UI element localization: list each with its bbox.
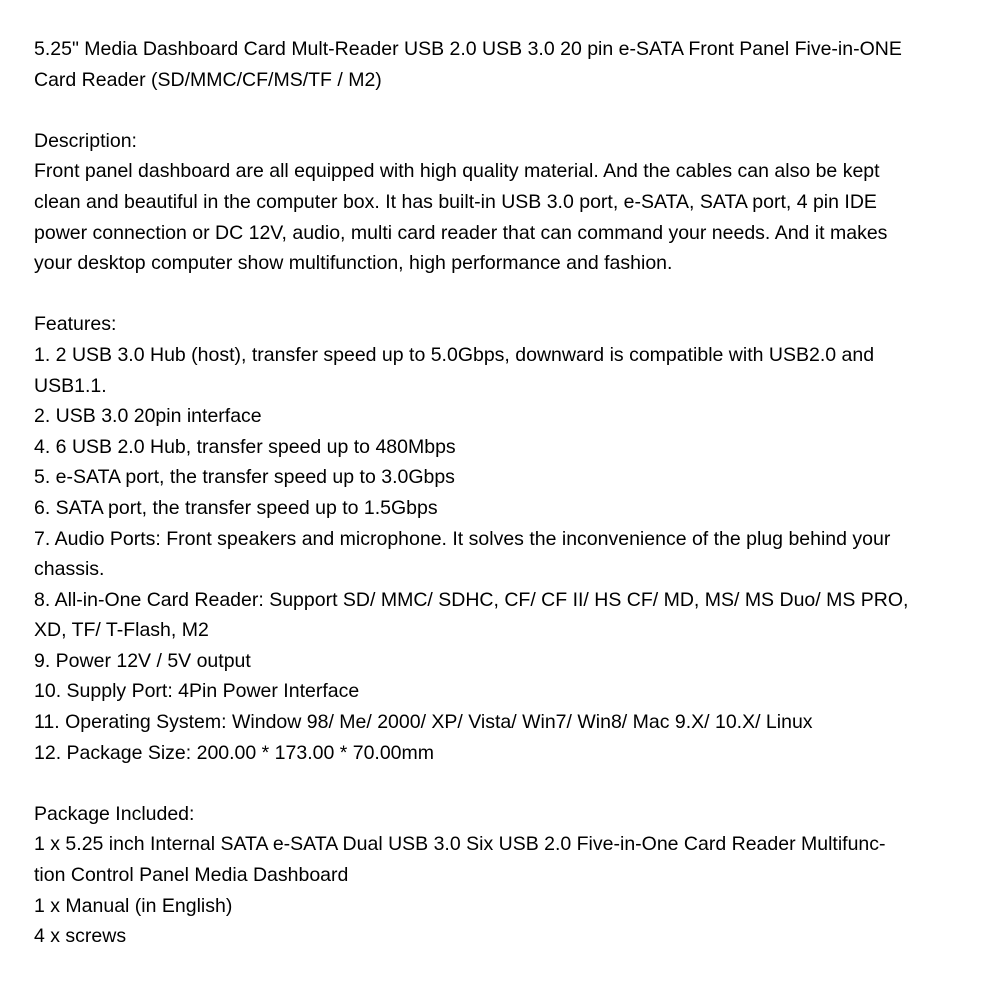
features-section xyxy=(34,309,974,768)
feature-line: 2. USB 3.0 20pin interface xyxy=(34,405,262,428)
feature-line: 8. All-in-One Card Reader: Support SD/ MMC/ SDHC, CF/ CF II/ HS CF/ MD, MS/ MS Duo/ MS PRO, xyxy=(34,588,909,611)
product-document xyxy=(34,34,974,952)
description-line: power connection or DC 12V, audio, multi card reader that can command your needs. And it makes xyxy=(34,221,888,244)
package-line: tion Control Panel Media Dashboard xyxy=(34,864,349,887)
product-title xyxy=(34,34,974,95)
feature-line: 12. Package Size: 200.00 * 173.00 * 70.00mm xyxy=(34,741,435,764)
package-line: 4 x screws xyxy=(34,925,127,948)
spacer xyxy=(34,768,974,799)
feature-line: 9. Power 12V / 5V output xyxy=(34,649,251,672)
feature-line: 4. 6 USB 2.0 Hub, transfer speed up to 480Mbps xyxy=(34,435,456,458)
description-section xyxy=(34,126,974,279)
spacer xyxy=(34,279,974,310)
feature-line: 6. SATA port, the transfer speed up to 1.5Gbps xyxy=(34,496,438,519)
feature-line: 1. 2 USB 3.0 Hub (host), transfer speed up to 5.0Gbps, downward is compatible with USB2.0 and xyxy=(34,343,875,366)
package-section xyxy=(34,799,974,952)
features-heading: Features: xyxy=(34,313,117,336)
title-line: 5.25" Media Dashboard Card Mult-Reader USB 2.0 USB 3.0 20 pin e-SATA Front Panel Five-in-ONE xyxy=(34,38,902,60)
package-heading: Package Included: xyxy=(34,802,195,825)
feature-line: 5. e-SATA port, the transfer speed up to 3.0Gbps xyxy=(34,466,455,489)
package-line: 1 x 5.25 inch Internal SATA e-SATA Dual USB 3.0 Six USB 2.0 Five-in-One Card Reader Multifunc- xyxy=(34,833,886,856)
feature-line: XD, TF/ T-Flash, M2 xyxy=(34,619,209,642)
description-line: clean and beautiful in the computer box. It has built-in USB 3.0 port, e-SATA, SATA port, 4 pin IDE xyxy=(34,190,877,213)
title-line: Card Reader (SD/MMC/CF/MS/TF / M2) xyxy=(34,68,382,91)
feature-line: chassis. xyxy=(34,558,105,581)
feature-line: 7. Audio Ports: Front speakers and microphone. It solves the inconvenience of the plug behind your xyxy=(34,527,891,550)
feature-line: 11. Operating System: Window 98/ Me/ 2000/ XP/ Vista/ Win7/ Win8/ Mac 9.X/ 10.X/ Linux xyxy=(34,711,813,734)
feature-line: 10. Supply Port: 4Pin Power Interface xyxy=(34,680,360,703)
feature-line: USB1.1. xyxy=(34,374,107,397)
description-heading: Description: xyxy=(34,129,137,152)
spacer xyxy=(34,95,974,126)
description-line: Front panel dashboard are all equipped with high quality material. And the cables can also be kept xyxy=(34,160,880,183)
package-line: 1 x Manual (in English) xyxy=(34,894,233,917)
description-line: your desktop computer show multifunction, high performance and fashion. xyxy=(34,252,673,275)
